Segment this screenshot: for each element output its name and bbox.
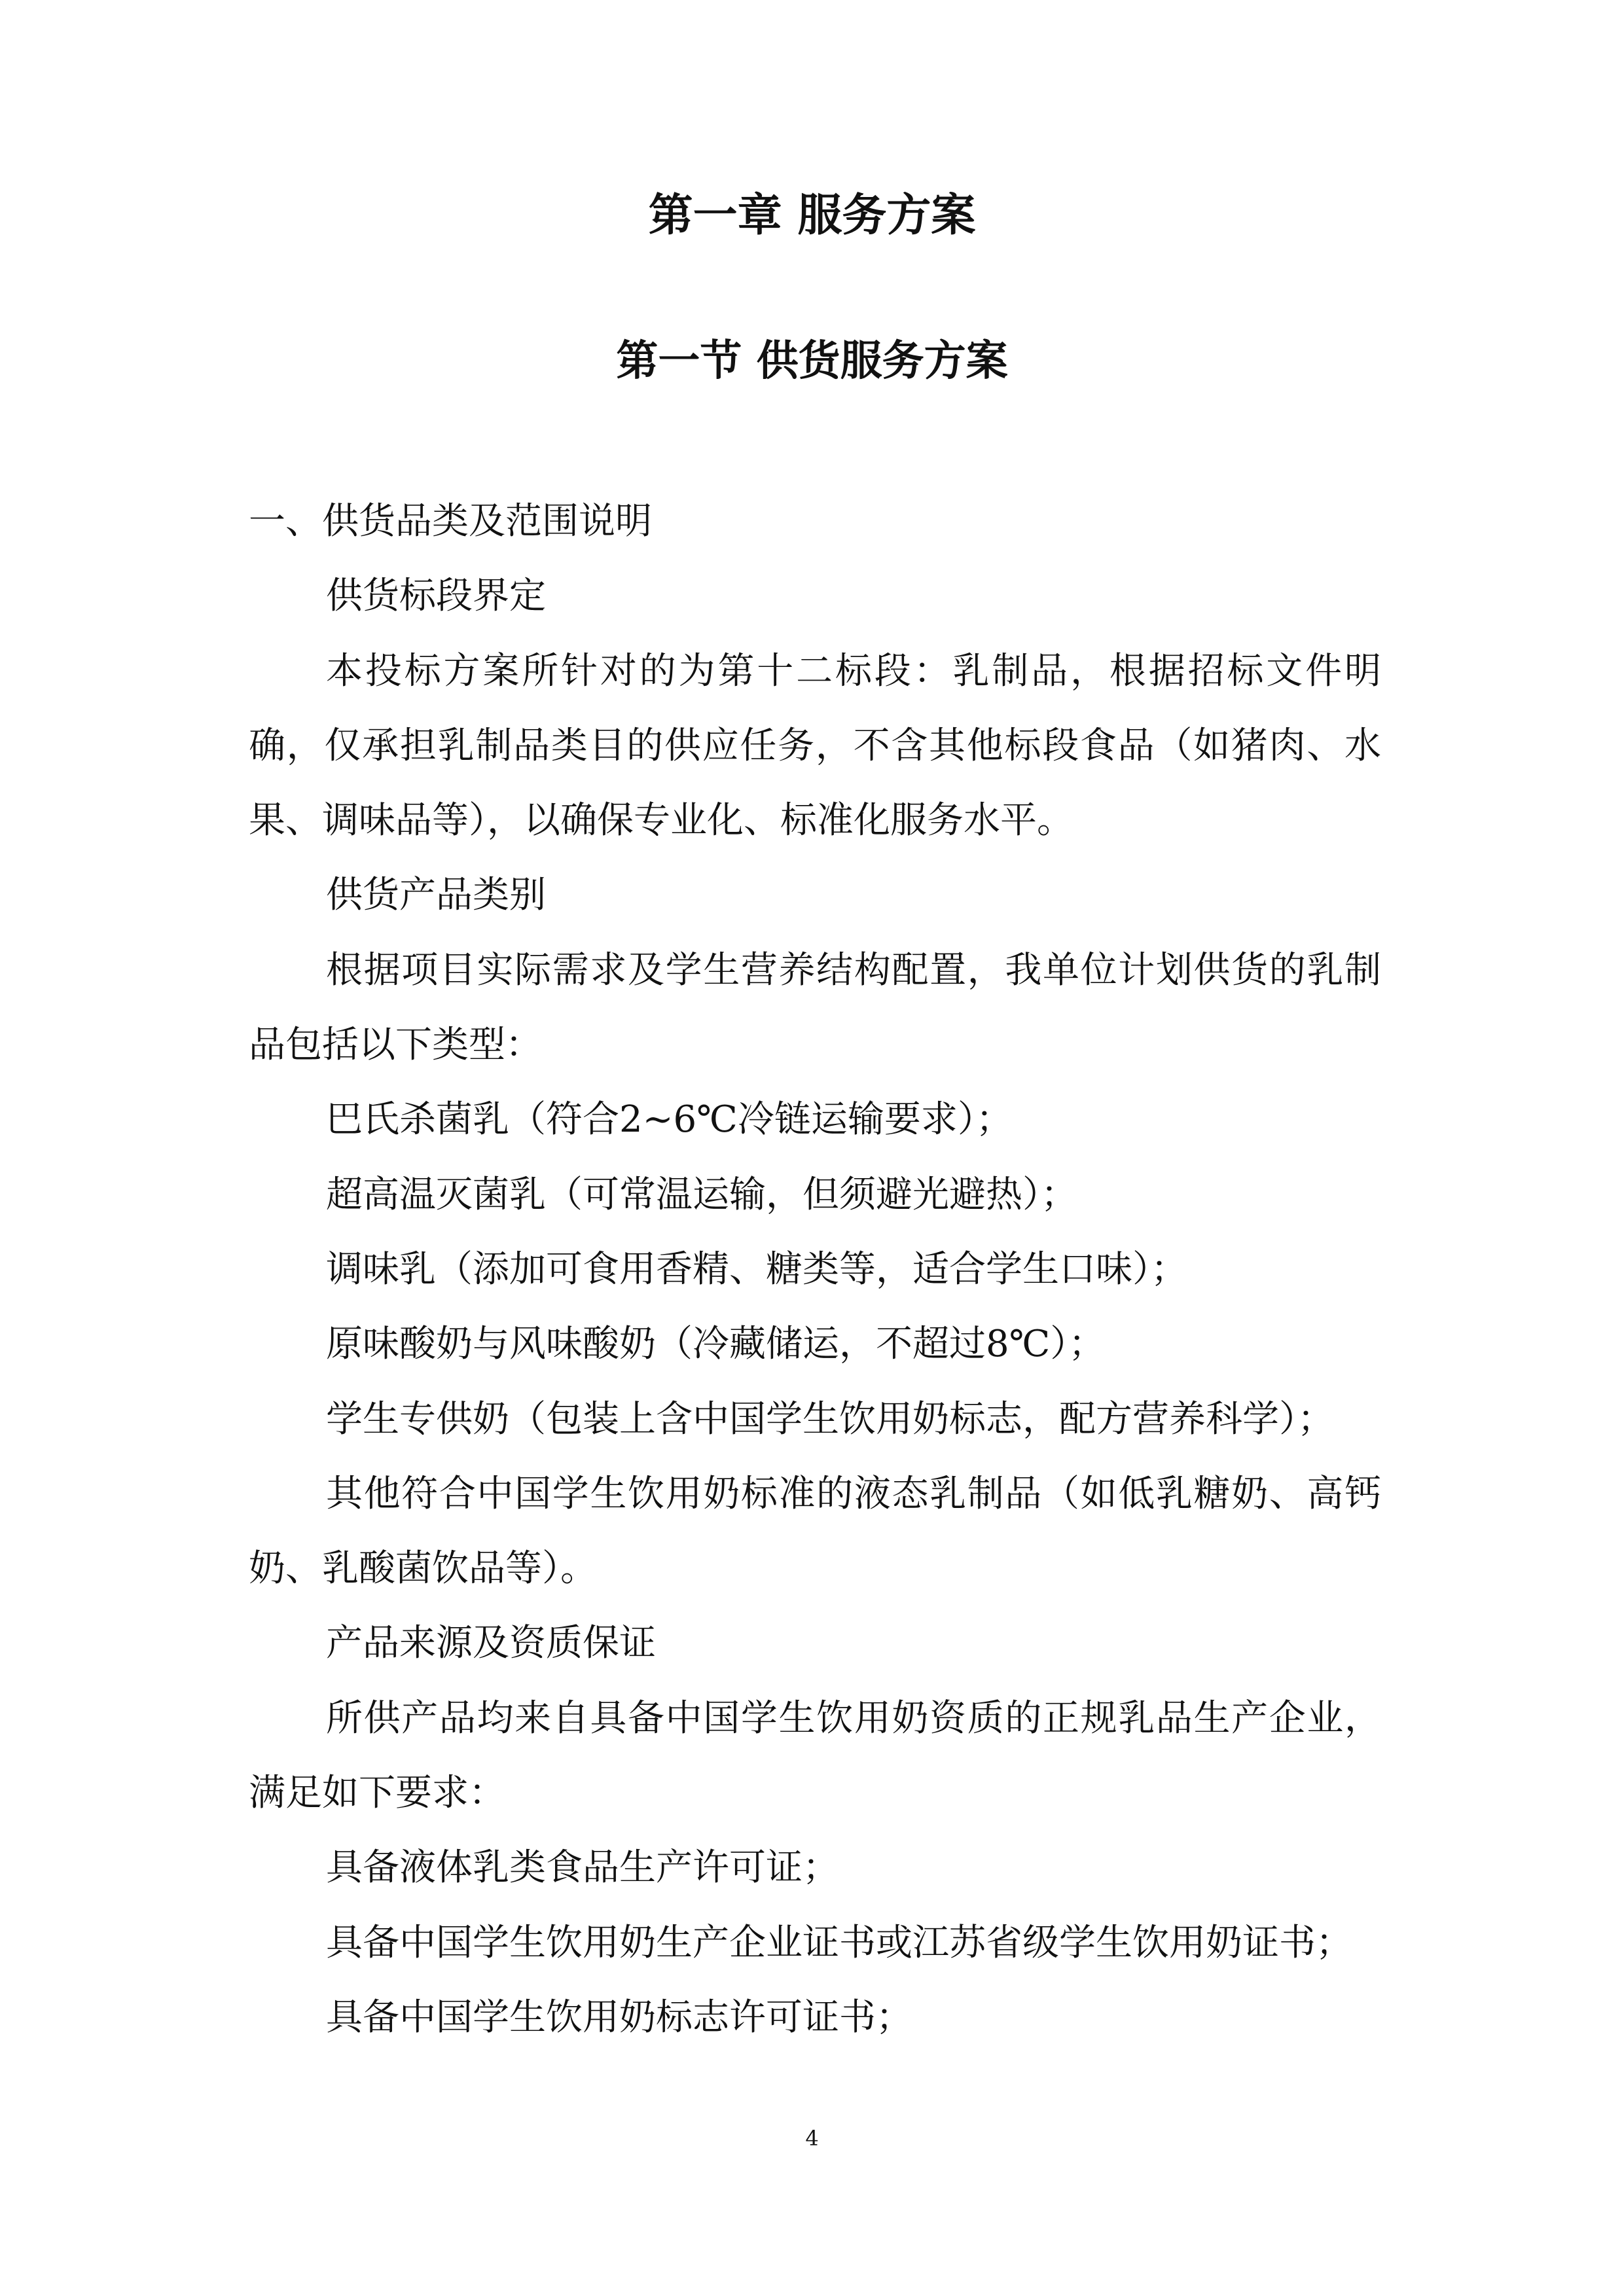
list-item: 其他符合中国学生饮用奶标准的液态乳制品（如低乳糖奶、高钙奶、乳酸菌饮品等）。 xyxy=(249,1472,1381,1590)
list-item: 学生专供奶（包装上含中国学生饮用奶标志，配方营养科学）； xyxy=(326,1397,1334,1441)
list-item: 具备液体乳类食品生产许可证； xyxy=(326,1846,839,1890)
list-item: 调味乳（添加可食用香精、糖类等，适合学生口味）； xyxy=(326,1247,1187,1291)
chapter-title: 第一章 服务方案 xyxy=(648,190,976,242)
paragraph-source-intro: 所供产品均来自具备中国学生饮用奶资质的正规乳品生产企业，满足如下要求： xyxy=(249,1696,1381,1815)
paragraph-product-intro: 根据项目实际需求及学生营养结构配置，我单位计划供货的乳制品包括以下类型： xyxy=(249,948,1381,1067)
list-item: 具备中国学生饮用奶生产企业证书或江苏省级学生饮用奶证书； xyxy=(326,1921,1352,1964)
page-number: 4 xyxy=(805,2126,819,2151)
list-item: 具备中国学生饮用奶标志许可证书； xyxy=(326,1996,912,2039)
subheading-product-source: 产品来源及资质保证 xyxy=(326,1622,656,1665)
list-item: 巴氏杀菌乳（符合2~6℃冷链运输要求）； xyxy=(326,1098,1013,1141)
section-title: 第一节 供货服务方案 xyxy=(616,337,1008,386)
list-item: 原味酸奶与风味酸奶（冷藏储运，不超过8℃）； xyxy=(326,1323,1106,1366)
list-item: 超高温灭菌乳（可常温运输，但须避光避热）； xyxy=(326,1173,1077,1216)
body-text xyxy=(249,484,1381,2055)
subheading-lot-definition: 供货标段界定 xyxy=(326,575,546,618)
paragraph-lot-description: 本投标方案所针对的为第十二标段：乳制品，根据招标文件明确，仅承担乳制品类目的供应任务，不含其他标段食品（如猪肉、水果、调味品等），以确保专业化、标准化服务水平。 xyxy=(249,649,1381,842)
heading-supply-scope: 一、供货品类及范围说明 xyxy=(249,500,652,543)
subheading-product-categories: 供货产品类别 xyxy=(326,874,546,917)
